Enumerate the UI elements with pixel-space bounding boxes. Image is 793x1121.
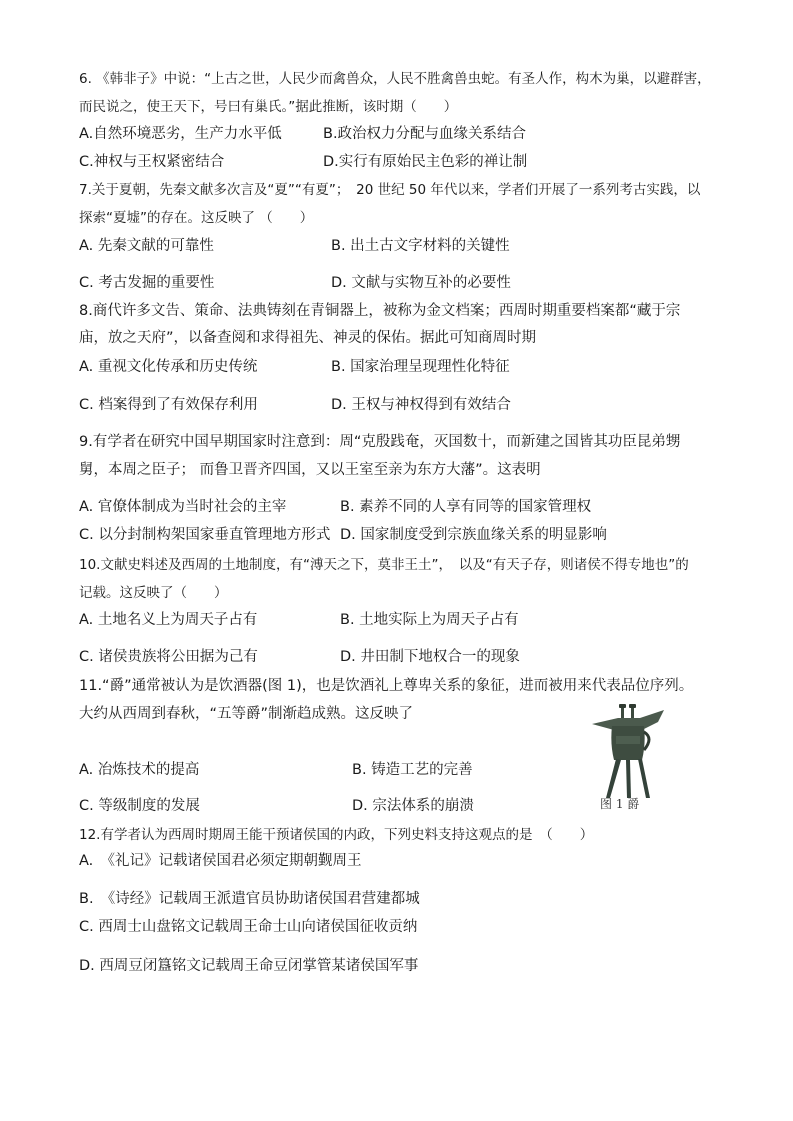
q7-option-d: D. 文献与实物互补的必要性: [331, 275, 511, 291]
q12-option-c: C. 西周士山盘铭文记载周王命士山向诸侯国征收贡纳: [79, 919, 418, 935]
q8-option-a: A. 重视文化传承和历史传统: [79, 359, 258, 375]
q12-option-d: D. 西周豆闭簋铭文记载周王命豆闭掌管某诸侯国军事: [79, 958, 419, 974]
q6-option-c: C.神权与王权紧密结合: [79, 154, 225, 170]
q9-option-a: A. 官僚体制成为当时社会的主宰: [79, 499, 287, 515]
q9-option-b: B. 素养不同的人享有同等的国家管理权: [340, 499, 592, 515]
q11-option-b: B. 铸造工艺的完善: [352, 762, 473, 778]
q6-stem-line-2: 而民说之，使王天下，号曰有巢氏。”据此推断，该时期（ ）: [79, 99, 458, 115]
q6-option-d: D.实行有原始民主色彩的禅让制: [323, 154, 528, 170]
q10-option-a: A. 土地名义上为周天子占有: [79, 612, 258, 628]
q10-stem-line-2: 记载。这反映了（ ）: [79, 585, 228, 601]
q11-stem-line-1: 11.“爵”通常被认为是饮酒器(图 1)，也是饮酒礼上尊卑关系的象征，进而被用来代表品位序列。: [79, 678, 694, 694]
q9-option-c: C. 以分封制构架国家垂直管理地方形式: [79, 527, 331, 543]
q7-option-a: A. 先秦文献的可靠性: [79, 238, 214, 254]
q9-option-d: D. 国家制度受到宗族血缘关系的明显影响: [340, 527, 607, 543]
q11-option-d: D. 宗法体系的崩溃: [352, 798, 474, 814]
q6-option-b: B.政治权力分配与血缘关系结合: [323, 126, 527, 142]
q12-option-b: B. 《诗经》记载周王派遣官员协助诸侯国君营建都城: [79, 891, 420, 907]
q7-stem-line-1: 7.关于夏朝，先秦文献多次言及“夏”“有夏”； 20 世纪 50 年代以来，学者们开展了一系列考古实践，以: [79, 182, 701, 198]
q8-option-b: B. 国家治理呈现理性化特征: [331, 359, 510, 375]
q10-stem-line-1: 10.文献史料述及西周的土地制度，有“溥天之下，莫非王土”， 以及“有天子存，则诸侯不得专地也”的: [79, 557, 689, 573]
q6-stem-line-1: 6. 《韩非子》中说：“上古之世，人民少而禽兽众，人民不胜禽兽虫蛇。有圣人作，构木为巢，以避群害，: [79, 71, 711, 87]
q11-stem-line-2: 大约从西周到春秋，“五等爵”制渐趋成熟。这反映了: [79, 706, 414, 722]
q9-stem-line-2: 舅，本周之臣子； 而鲁卫晋齐四国，又以王室至亲为东方大藩”。这表明: [79, 462, 541, 478]
q12-stem-line-1: 12.有学者认为西周时期周王能干预诸侯国的内政，下列史料支持这观点的是 （ ）: [79, 827, 594, 843]
q8-stem-line-1: 8.商代许多文告、策命、法典铸刻在青铜器上，被称为金文档案；西周时期重要档案都“藏于宗: [79, 303, 681, 319]
q10-option-b: B. 土地实际上为周天子占有: [340, 612, 519, 628]
jue-vessel-icon: [588, 704, 668, 800]
q10-option-d: D. 井田制下地权合一的现象: [340, 649, 520, 665]
q6-option-a: A.自然环境恶劣，生产力水平低: [79, 126, 282, 142]
q9-stem-line-1: 9.有学者在研究中国早期国家时注意到：周“克殷践奄，灭国数十，而新建之国皆其功臣昆弟甥: [79, 434, 681, 450]
q7-option-c: C. 考古发掘的重要性: [79, 275, 215, 291]
q7-stem-line-2: 探索“夏墟”的存在。这反映了 （ ）: [79, 210, 314, 226]
q8-stem-line-2: 庙，放之天府”，以备查阅和求得祖先、神灵的保佑。据此可知商周时期: [79, 330, 537, 346]
q11-option-a: A. 冶炼技术的提高: [79, 762, 200, 778]
q8-option-c: C. 档案得到了有效保存利用: [79, 397, 258, 413]
q10-option-c: C. 诸侯贵族将公田据为己有: [79, 649, 258, 665]
q7-option-b: B. 出土古文字材料的关键性: [331, 238, 510, 254]
q11-option-c: C. 等级制度的发展: [79, 798, 200, 814]
q8-option-d: D. 王权与神权得到有效结合: [331, 397, 511, 413]
q12-option-a: A. 《礼记》记载诸侯国君必须定期朝觐周王: [79, 853, 362, 869]
figure-caption: 图 1 爵: [600, 797, 640, 811]
